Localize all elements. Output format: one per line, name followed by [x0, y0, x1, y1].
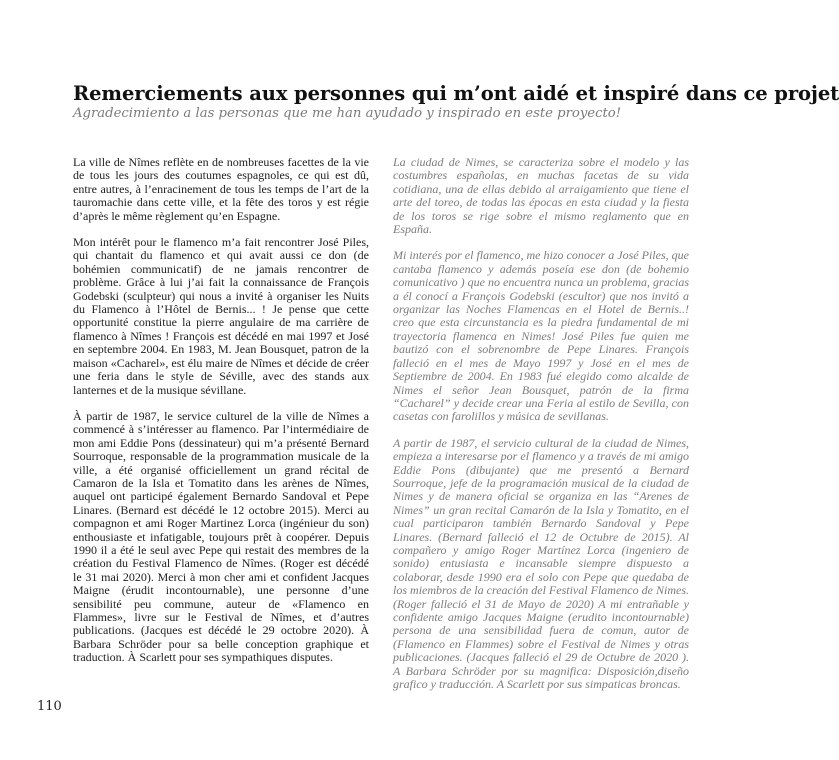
page-subtitle: Agradecimiento a las personas que me han ayudado y inspirado en este proyecto!: [73, 106, 621, 121]
spanish-paragraph-1: La ciudad de Nimes, se caracteriza sobre el modelo y las costumbres españolas, en muchas facetas de su vida cotidiana, una de ellas debido al arraigamiento que tiene el arte del toreo, de todas las épocas en esta ciudad y la fiesta de los toros se rige sobre el mismo reglamento que en España.: [393, 155, 689, 237]
spanish-paragraph-2: Mi interés por el flamenco, me hizo conocer a José Piles, que cantaba flamenco y además poseía ese don (de bohemio comunicativo ) que no encuentra nunca un problema, gracias a él conocí a François Godebski (escultor) que nos invitó a organizar las Noches Flamencas en el Hotel de Bernis..! creo que esta circunstancia es la piedra fundamental de mi trayectoria flamenca en Nimes! José Piles fue quien me bautizó con el sobrenombre de Pepe Linares. François falleció en el mes de Mayo 1997 y José en el mes de Septiembre de 2004. En 1983 fué elegido como alcalde de Nimes el señor Jean Bousquet, patrón de la firma “Cacharel” y decide crear una Feria al estilo de Sevilla, con casetas con farolillos y música de sevillanas.: [393, 248, 689, 424]
french-paragraph-1: La ville de Nîmes reflète en de nombreuses facettes de la vie de tous les jours des coutumes espagnoles, ce qui est dû, entre autres, à l’enracinement de tous les temps de l’art de la tauromachie dans cette ville, et la fête des toros y est régie d’après le même règlement qu’en Espagne.: [73, 155, 369, 223]
french-paragraph-2: Mon intérêt pour le flamenco m’a fait rencontrer José Piles, qui chantait du flamenco et qui avait aussi ce don (de bohémien communicatif) de ne jamais rencontrer de problème. Grâce à lui j’ai fait la connaissance de François Godebski (sculpteur) qui nous a invité à organiser les Nuits du Flamenco à l’Hôtel de Bernis... ! Je pense que cette opportunité constitue la pierre angulaire de ma carrière de flamenco à Nîmes ! François est décédé en mai 1997 et José en septembre 2004. En 1983, M. Jean Bousquet, patron de la maison «Cacharel», est élu maire de Nîmes et décide de créer une feria dans le style de Séville, avec des stands aux lanternes et de la musique sévillane.: [73, 235, 369, 397]
french-column: [73, 156, 369, 678]
page-number: 110: [37, 699, 62, 714]
spanish-paragraph-3: A partir de 1987, el servicio cultural de la ciudad de Nimes, empieza a interesarse por el flamenco y a través de mi amigo Eddie Pons (dibujante) que me presentó a Bernard Sourroque, jefe de la programación musical de la ciudad de Nimes y de manera oficial se organiza en las “Arenes de Nimes” un gran recital Camarón de la Isla y Tomatito, en el cual participaron también Bernardo Sandoval y Pepe Linares. (Bernard falleció el 12 de Octubre de 2015). Al compañero y amigo Roger Martínez Lorca (ingeniero de sonido) entusiasta e incansable siempre dispuesto a colaborar, desde 1990 era el solo con Pepe que quedaba de los miembros de la creación del Festival Flamenco de Nimes. (Roger falleció el 31 de Mayo de 2020) A mi entrañable y confidente amigo Jacques Maigne (erudito incontournable) persona de una sensibilidad fuera de comun, autor de (Flamenco en Flammes) sobre el Festival de Nimes y otras publicaciones. (Jacques falleció el 29 de Octubre de 2020 ). A Barbara Schröder por su magnifica: Disposición,diseño grafico y traducción. A Scarlett por sus simpaticas broncas.: [393, 435, 689, 692]
spanish-column: [393, 156, 689, 704]
french-paragraph-3: À partir de 1987, le service culturel de la ville de Nîmes a commencé à s’intéresser au flamenco. Par l’intermédiaire de mon ami Eddie Pons (dessinateur) qui m’a présenté Bernard Sourroque, responsable de la programmation musicale de la ville, a été organisé officiellement un grand récital de Camaron de la Isla et Tomatito dans les arènes de Nîmes, auquel ont participé également Bernardo Sandoval et Pepe Linares. (Bernard est décédé le 12 octobre 2015). Merci au compagnon et ami Roger Martinez Lorca (ingénieur du son) enthousiaste et infatigable, toujours prêt à coopérer. Depuis 1990 il a été le seul avec Pepe qui restait des membres de la création du Festival Flamenco de Nîmes. (Roger est décédé le 31 mai 2020). Merci à mon cher ami et confident Jacques Maigne (érudit incontournable), une personne d’une sensibilité peu commune, auteur de «Flamenco en Flammes», livre sur le Festival de Nîmes, et d’autres publications. (Jacques est décédé le 29 octobre 2020). À Barbara Schröder pour sa belle conception graphique et traduction. À Scarlett pour ses sympathiques disputes.: [73, 408, 369, 665]
page-title: Remerciements aux personnes qui m’ont aidé et inspiré dans ce projet: [73, 82, 839, 105]
page-header: [73, 82, 839, 122]
